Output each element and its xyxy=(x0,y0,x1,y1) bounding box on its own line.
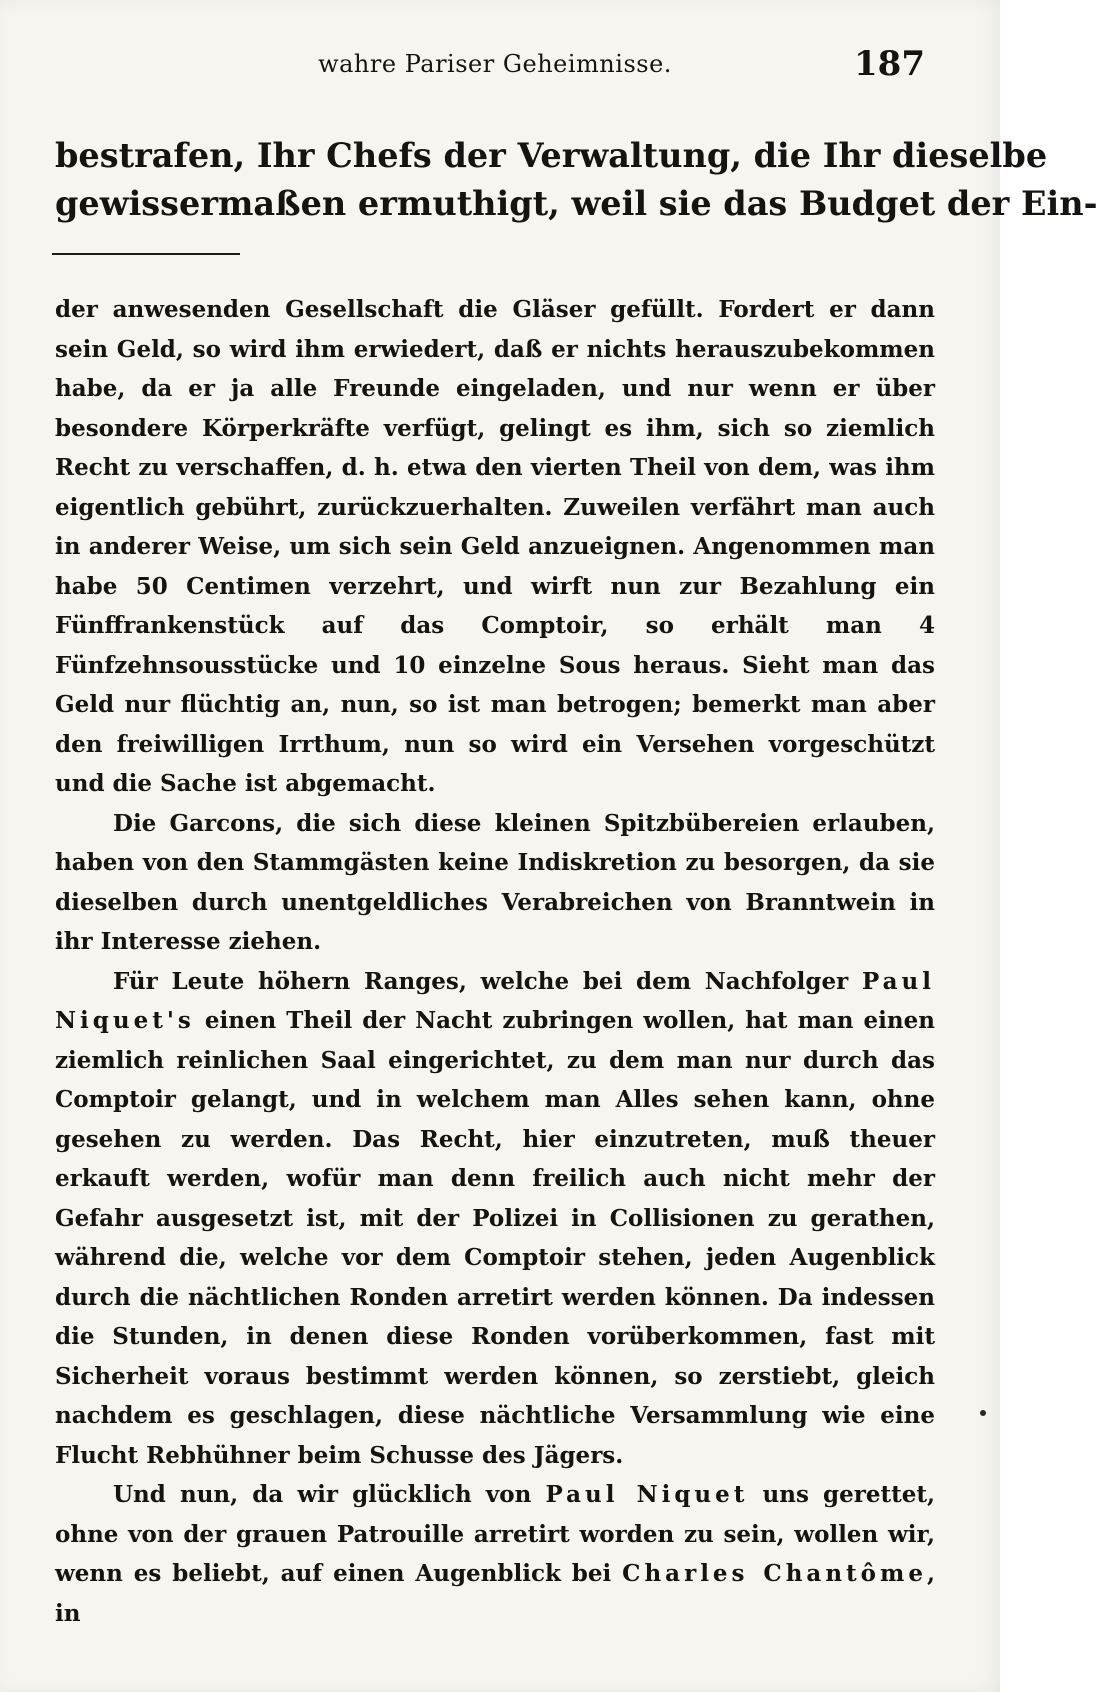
print-speck xyxy=(980,1410,986,1416)
spaced-name: Paul Niquet xyxy=(545,1481,749,1508)
main-text-continuation xyxy=(55,132,1098,228)
running-header xyxy=(55,44,935,90)
text-segment: Und nun, da wir glücklich von xyxy=(113,1481,546,1508)
running-title: wahre Pariser Geheimnisse. xyxy=(318,50,672,78)
footnote-separator xyxy=(52,253,240,255)
main-text-line: bestrafen, Ihr Chefs der Verwaltung, die Ihr dieselbe xyxy=(55,136,1048,175)
text-segment: uns gerettet, ohne von der grauen Patrouille arretirt worden zu sein, wollen wir, wenn es beliebt, auf einen Augenblick bei xyxy=(55,1481,935,1587)
footnote-text xyxy=(55,290,935,1633)
paragraph xyxy=(55,804,935,962)
spaced-name: Charles Chantôme xyxy=(622,1560,927,1587)
text-segment: Für Leute höhern Ranges, welche bei dem Nachfolger xyxy=(113,967,862,995)
paragraph xyxy=(55,290,935,804)
page-number: 187 xyxy=(854,44,925,84)
text-segment: , in xyxy=(55,1560,935,1627)
paragraph xyxy=(55,962,935,1476)
main-text-line: gewissermaßen ermuthigt, weil sie das Budget der Ein- xyxy=(55,184,1098,223)
text-segment: der anwesenden Gesellschaft die Gläser gefüllt. Fordert er dann sein Geld, so wird ihm erwiedert, daß er nichts herauszubekommen habe, da er ja alle Freunde eingeladen, und nur wenn er über besondere Körperkräfte verfügt, gelingt es ihm, sich so ziemlich Recht zu verschaffen, d. h. etwa den vierten Theil von dem, was ihm eigentlich gebührt, zurückzuerhalten. Zuweilen verfährt man auch in anderer Weise, um sich sein Geld anzueignen. Angenommen man habe 50 Centimen verzehrt, und wirft nun zur Bezahlung ein Fünffrankenstück auf das Comptoir, so erhält man 4 Fünfzehnsousstücke und 10 einzelne Sous heraus. Sieht man das Geld nur flüchtig an, nun, so ist man betrogen; bemerkt man aber den freiwilligen Irrthum, nun so wird ein Versehen vorgeschützt und die Sache ist abgemacht. xyxy=(55,296,935,797)
paragraph xyxy=(55,1475,935,1633)
spaced-name: Paul Niquet's xyxy=(55,967,935,1034)
text-segment: einen Theil der Nacht zubringen wollen, hat man einen ziemlich reinlichen Saal eingerichtet, zu dem man nur durch das Comptoir gelangt, und in welchem man Alles sehen kann, ohne gesehen zu werden. Das Recht, hier einzutreten, muß theuer erkauft werden, wofür man denn freilich auch nicht mehr der Gefahr ausgesetzt ist, mit der Polizei in Collisionen zu gerathen, während die, welche vor dem Comptoir stehen, jeden Augenblick durch die nächtlichen Ronden arretirt werden können. Da indessen die Stunden, in denen diese Ronden vorüberkommen, fast mit Sicherheit voraus bestimmt werden können, so zerstiebt, gleich nachdem es geschlagen, diese nächtliche Versammlung wie eine Flucht Rebhühner beim Schusse des Jägers. xyxy=(55,1007,935,1469)
text-segment: Die Garcons, die sich diese kleinen Spitzbübereien erlauben, haben von den Stammgästen keine Indiskretion zu besorgen, da sie dieselben durch unentgeldliches Verabreichen von Branntwein in ihr Interesse ziehen. xyxy=(55,809,935,955)
